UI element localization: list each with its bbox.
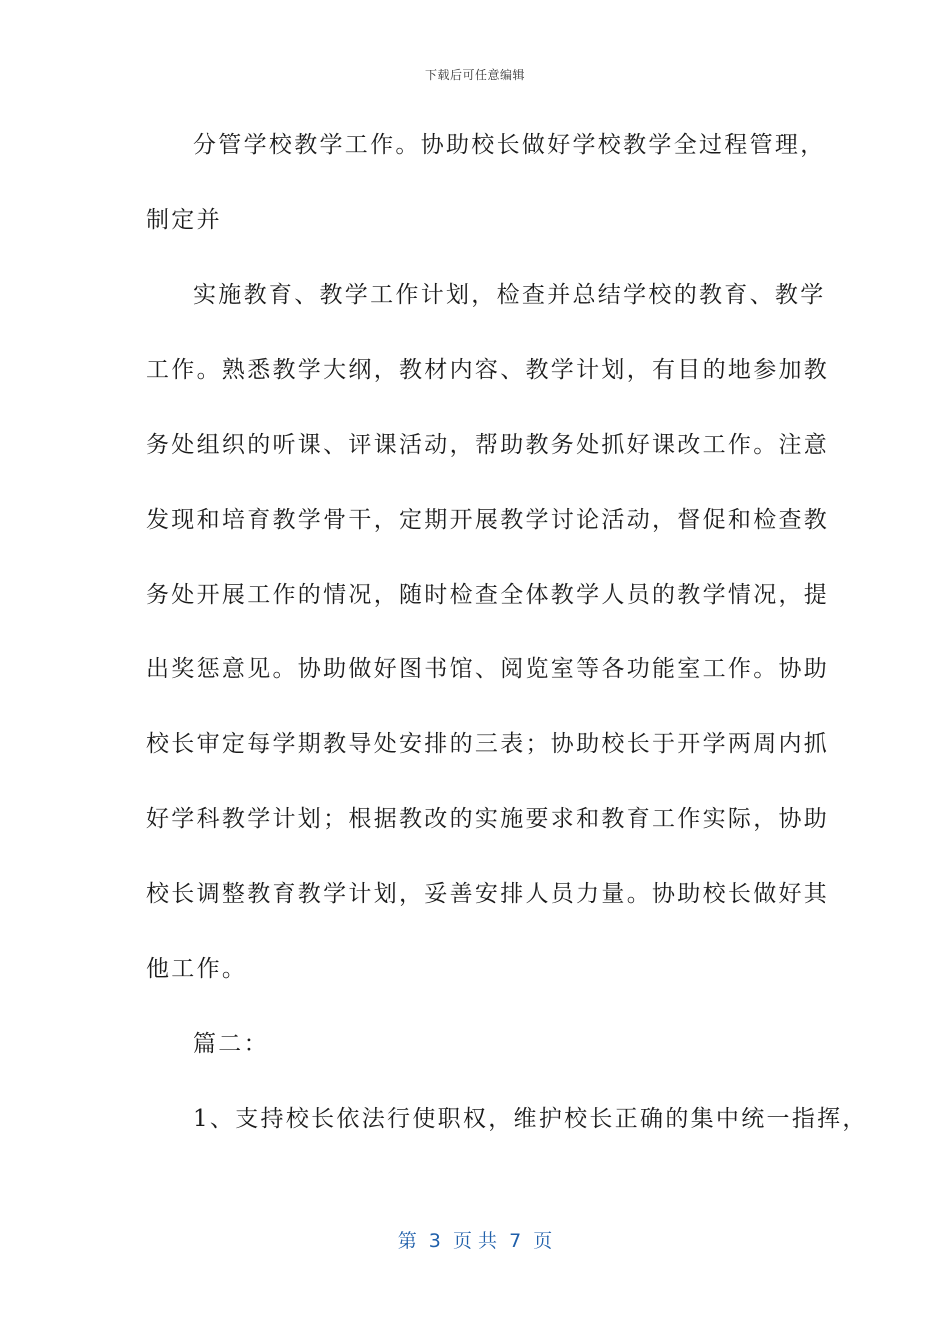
body-line: 校长审定每学期教导处安排的三表；协助校长于开学两周内抓 — [146, 731, 830, 757]
body-line: 校长调整教育教学计划，妥善安排人员力量。协助校长做好其 — [146, 881, 830, 907]
body-line: 发现和培育教学骨干，定期开展教学讨论活动，督促和检查教 — [146, 507, 830, 533]
body-line: 出奖惩意见。协助做好图书馆、阅览室等各功能室工作。协助 — [146, 656, 830, 682]
body-line: 工作。熟悉教学大纲，教材内容、教学计划，有目的地参加教 — [146, 357, 830, 383]
body-line: 务处组织的听课、评课活动，帮助教务处抓好课改工作。注意 — [146, 432, 830, 458]
body-line: 分管学校教学工作。协助校长做好学校教学全过程管理， — [193, 132, 826, 158]
page-header: 下载后可任意编辑 — [424, 68, 525, 82]
body-line: 制定并 — [146, 207, 222, 233]
body-line: 务处开展工作的情况，随时检查全体教学人员的教学情况，提 — [146, 582, 830, 608]
body-line: 他工作。 — [146, 956, 248, 982]
page-number-footer: 第 3 页 共 7 页 — [397, 1230, 553, 1252]
section-heading: 篇二： — [193, 1031, 269, 1057]
body-line: 实施教育、教学工作计划，检查并总结学校的教育、教学 — [193, 282, 826, 308]
body-line: 好学科教学计划；根据教改的实施要求和教育工作实际，协助 — [146, 806, 830, 832]
body-line: 1、支持校长依法行使职权，维护校长正确的集中统一指挥， — [193, 1106, 868, 1132]
